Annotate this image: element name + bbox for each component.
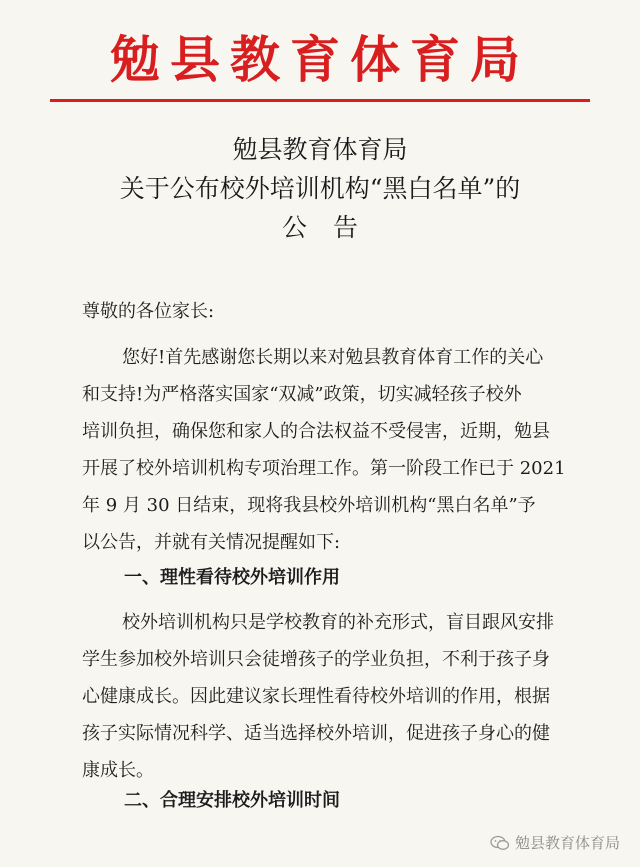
paragraph-line: 学生参加校外培训只会徒增孩子的学业负担，不利于孩子身 (82, 649, 550, 670)
letterhead-org-name: 勉县教育体育局 (110, 30, 530, 89)
paragraph-line: 以公告，并就有关情况提醒如下: (82, 532, 341, 553)
title-line-3: 公告 (281, 213, 384, 242)
paragraph-line: 开展了校外培训机构专项治理工作。第一阶段工作已于 2021 (82, 458, 566, 479)
watermark-account-name: 勉县教育体育局 (514, 834, 620, 852)
announcement-title (0, 130, 640, 247)
greeting: 尊敬的各位家长: (82, 301, 215, 322)
paragraph-line: 校外培训机构只是学校教育的补充形式，盲目跟风安排 (122, 612, 554, 633)
section-2-heading: 二、合理安排校外培训时间 (124, 790, 340, 811)
section-1-heading: 一、理性看待校外培训作用 (124, 567, 340, 588)
paragraph-line: 您好!首先感谢您长期以来对勉县教育体育工作的关心 (122, 347, 544, 368)
paragraph-line: 康成长。 (82, 760, 154, 781)
title-line-1: 勉县教育体育局 (232, 135, 408, 164)
paragraph-line: 培训负担，确保您和家人的合法权益不受侵害，近期，勉县 (82, 421, 550, 442)
paragraph-line: 年 9 月 30 日结束，现将我县校外培训机构“黑白名单”予 (82, 495, 536, 516)
paragraph-line: 和支持!为严格落实国家“双减”政策，切实减轻孩子校外 (82, 384, 522, 405)
wechat-watermark (490, 832, 620, 853)
wechat-icon (490, 835, 510, 851)
paragraph-line: 孩子实际情况科学、适当选择校外培训，促进孩子身心的健 (82, 723, 550, 744)
title-line-2: 关于公布校外培训机构“黑白名单”的 (119, 174, 521, 203)
paragraph-line: 心健康成长。因此建议家长理性看待校外培训的作用，根据 (82, 686, 550, 707)
letterhead-red-rule (50, 99, 590, 102)
